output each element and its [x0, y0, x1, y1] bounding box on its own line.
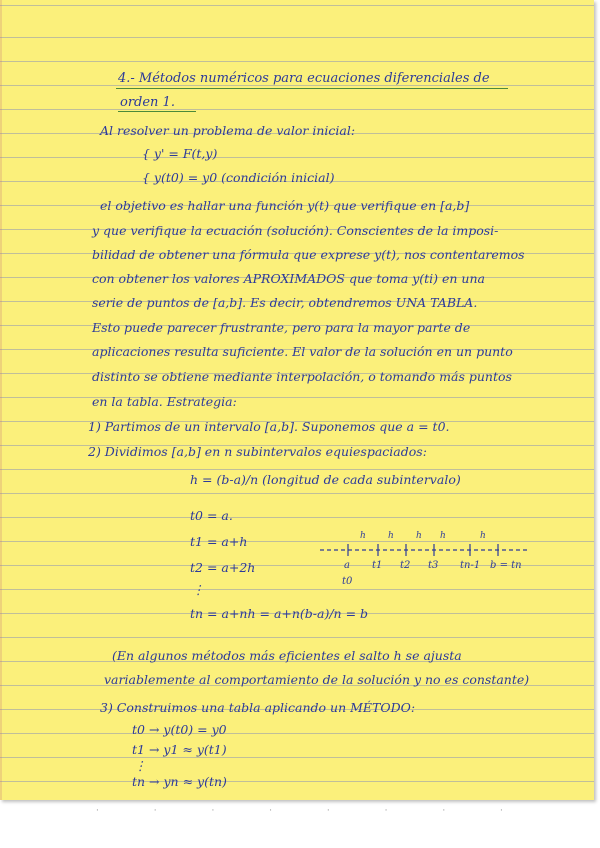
table-row: t0 → y(t0) = y0: [132, 722, 227, 737]
step-formula: t1 = a+h: [190, 534, 248, 549]
text-line: (En algunos métodos más eficientes el salto h se ajusta: [112, 648, 462, 663]
step-formula: t2 = a+2h: [190, 560, 256, 575]
text-line: aplicaciones resulta suficiente. El valor de la solución en un punto: [92, 344, 513, 359]
title-underline-2: [118, 111, 196, 112]
axis-bottom-label: tn-1: [460, 560, 481, 571]
axis-bottom-label: t2: [400, 560, 411, 571]
step-two: 2) Dividimos [a,b] en n subintervalos equiespaciados:: [88, 444, 427, 459]
text-line: variablemente al comportamiento de la solución y no es constante): [104, 672, 530, 687]
text-line: serie de puntos de [a,b]. Es decir, obtendremos UNA TABLA.: [92, 295, 478, 310]
text-line: el objetivo es hallar una función y(t) que verifique en [a,b]: [100, 198, 470, 213]
ivp-condition: { y(t0) = y0 (condición inicial): [142, 170, 335, 185]
axis-bottom-label: t3: [428, 560, 439, 571]
axis-top-label: h: [388, 531, 394, 541]
section-title-line1: 4.- Métodos numéricos para ecuaciones diferenciales de: [118, 71, 490, 86]
step-formula: h = (b-a)/n (longitud de cada subintervalo): [190, 472, 461, 487]
text-line: bilidad de obtener una fórmula que exprese y(t), nos contentaremos: [92, 247, 525, 262]
axis-bottom-label: b = tn: [490, 560, 522, 571]
text-line: y que verifique la ecuación (solución). Conscientes de la imposi-: [92, 223, 499, 238]
page-margin: [0, 0, 2, 800]
subinterval-diagram: [320, 530, 540, 590]
table-row: t1 → y1 ≈ y(t1): [132, 742, 227, 757]
text-line: en la tabla. Estrategia:: [92, 394, 237, 409]
title-underline: [116, 88, 508, 89]
step-one: 1) Partimos de un intervalo [a,b]. Suponemos que a = t0.: [88, 419, 450, 434]
axis-bottom-label: t1: [372, 560, 383, 571]
table-row: tn → yn ≈ y(tn): [132, 774, 227, 789]
scan-edge-marks: · · · · · · · ·: [96, 806, 529, 816]
axis-top-label: h: [360, 531, 366, 541]
axis-bottom-label: a: [344, 560, 350, 571]
text-line: distinto se obtiene mediante interpolación, o tomando más puntos: [92, 369, 512, 384]
text-line: Esto puede parecer frustrante, pero para la mayor parte de: [92, 320, 471, 335]
text-line: Al resolver un problema de valor inicial:: [100, 123, 356, 138]
axis-top-label: h: [480, 531, 486, 541]
axis-top-label: h: [416, 531, 422, 541]
step-formula: ⋮: [192, 582, 205, 597]
text-line: con obtener los valores APROXIMADOS que toma y(ti) en una: [92, 271, 485, 286]
section-title-line2: orden 1.: [120, 95, 175, 110]
step-formula: t0 = a.: [190, 508, 233, 523]
axis-sub-label: t0: [342, 576, 353, 587]
table-row: ⋮: [134, 758, 147, 773]
step-formula: tn = a+nh = a+n(b-a)/n = b: [190, 606, 369, 621]
axis-top-label: h: [440, 531, 446, 541]
ivp-equation: { y' = F(t,y): [142, 146, 218, 161]
step-three: 3) Construimos una tabla aplicando un MÉTODO:: [100, 700, 416, 715]
